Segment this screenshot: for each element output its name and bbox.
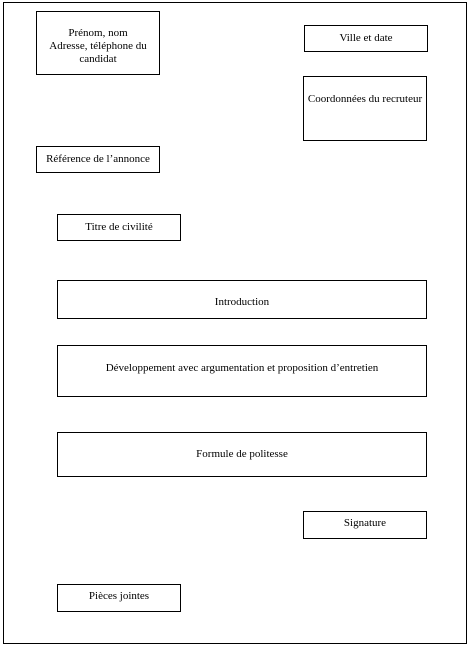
candidate-name-label: Prénom, nom [68, 27, 128, 39]
candidate-address-label: Adresse, téléphone du candidat [49, 40, 147, 65]
development-label: Développement avec argumentation et proposition d’entretien [105, 362, 379, 374]
attachments-box [57, 584, 181, 612]
closing-label: Formule de politesse [196, 448, 288, 460]
signature-label: Signature [343, 516, 387, 529]
city-date-box [304, 25, 428, 52]
candidate-box [36, 11, 160, 75]
introduction-box [57, 280, 427, 319]
signature-box [303, 511, 427, 539]
title-civility-box [57, 214, 181, 241]
reference-box [36, 146, 160, 173]
recruiter-label: Coordonnées du recruteur [307, 93, 423, 105]
development-box [57, 345, 427, 397]
city-date-label: Ville et date [339, 32, 393, 44]
closing-box [57, 432, 427, 477]
recruiter-box [303, 76, 427, 141]
introduction-label: Introduction [214, 295, 270, 308]
title-civility-label: Titre de civilité [85, 221, 153, 233]
attachments-label: Pièces jointes [88, 590, 150, 602]
reference-label: Référence de l’annonce [46, 153, 150, 165]
